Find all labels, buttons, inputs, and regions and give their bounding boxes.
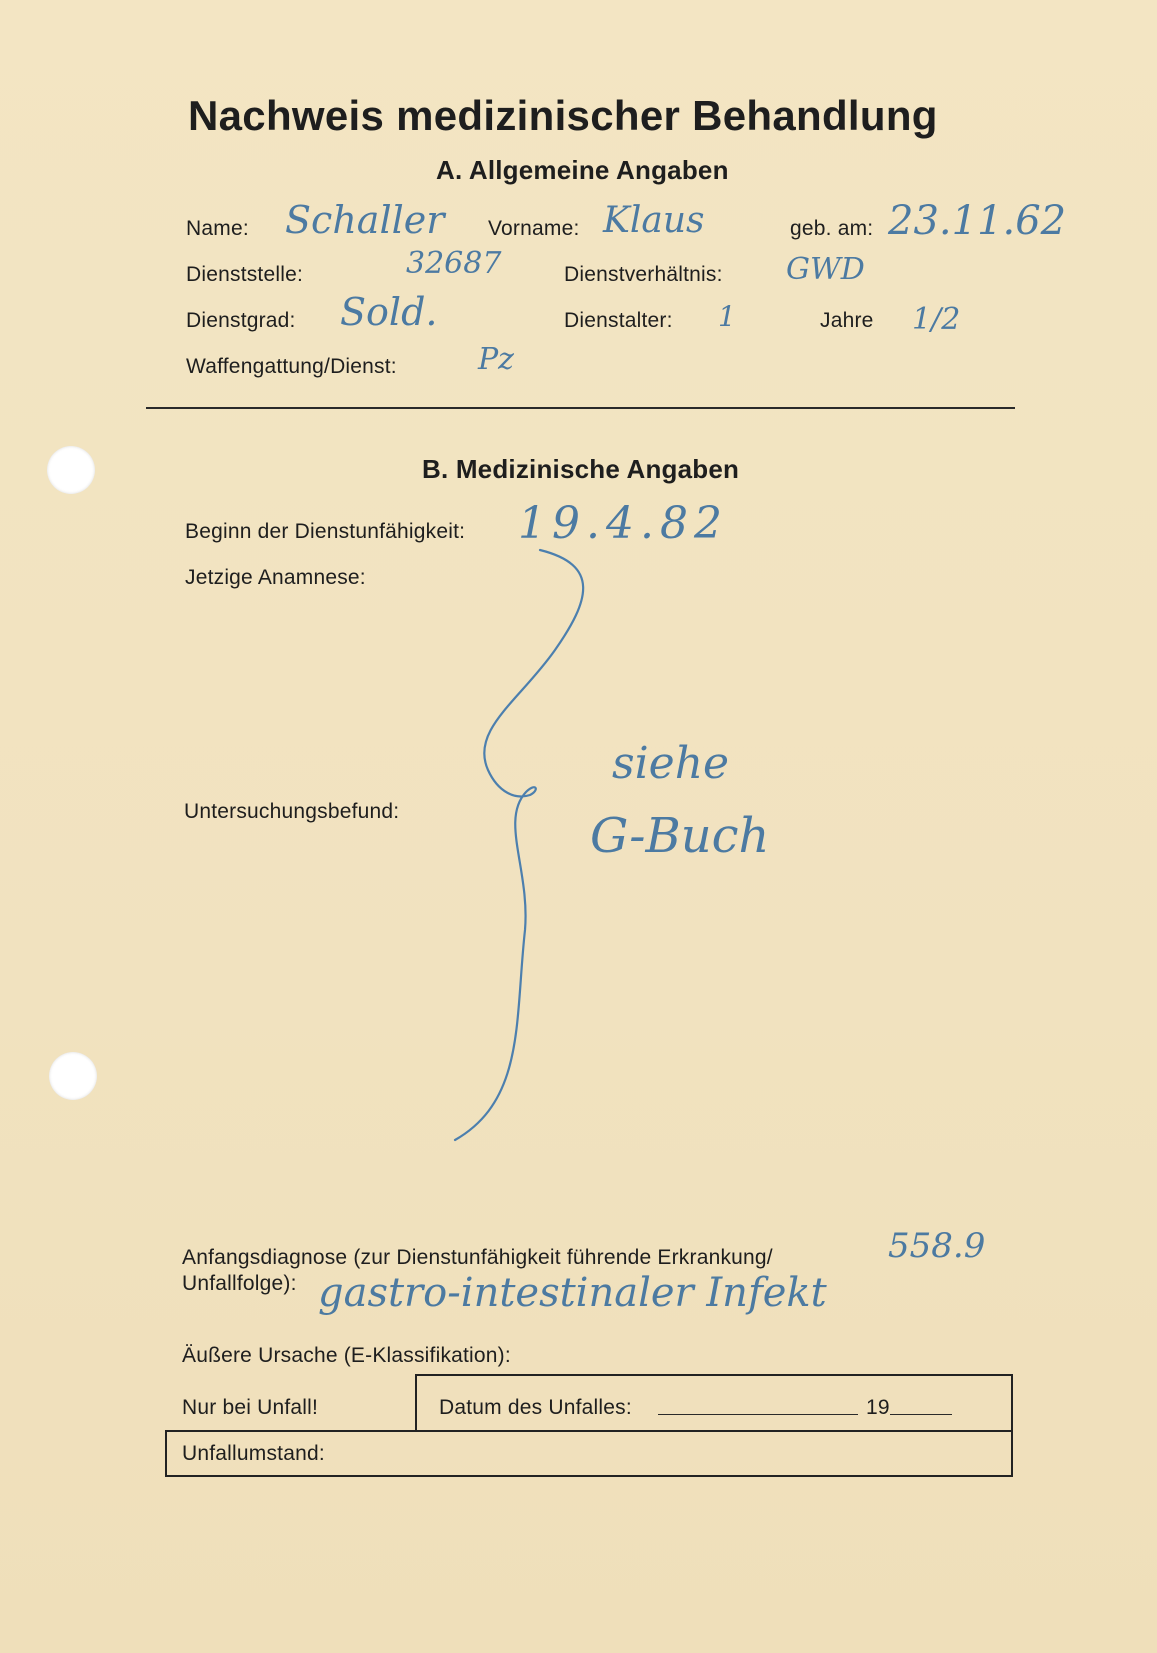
label-jahre: Jahre [820,309,874,332]
label-year-prefix: 19 [866,1396,890,1419]
value-dienstgrad: Sold. [340,290,438,334]
year-line [890,1414,952,1415]
value-beginn: 19.4.82 [518,498,728,549]
value-dienstalter: 1 [718,300,736,333]
value-dienstverhaeltnis: GWD [786,252,865,287]
label-geb-am: geb. am: [790,217,874,240]
label-aeussere-ursache: Äußere Ursache (E-Klassifikation): [182,1344,511,1367]
value-waffengattung: Pz [478,342,514,377]
label-beginn: Beginn der Dienstunfähigkeit: [185,520,466,543]
label-dienstgrad: Dienstgrad: [186,309,296,332]
section-b-heading: B. Medizinische Angaben [422,454,740,484]
label-befund: Untersuchungsbefund: [184,800,400,823]
datum-line [658,1414,858,1415]
value-vorname: Klaus [603,200,705,241]
label-anfangsdiagnose-1: Anfangsdiagnose (zur Dienstunfähigkeit führende Erkrankung/ [182,1246,773,1269]
value-geb-am: 23.11.62 [888,198,1067,244]
form-title: Nachweis medizinischer Behandlung [188,92,938,139]
label-dienstalter: Dienstalter: [564,309,673,332]
value-diagnose: gastro-intestinaler Infekt [318,1270,827,1316]
label-anamnese: Jetzige Anamnese: [185,566,366,589]
label-unfallumstand: Unfallumstand: [182,1442,325,1465]
value-jahre: 1/2 [912,302,961,337]
label-anfangsdiagnose-2: Unfallfolge): [182,1272,297,1295]
label-vorname: Vorname: [488,217,580,240]
value-befund-note-1: siehe [612,738,730,789]
label-datum-unfall: Datum des Unfalles: [439,1396,632,1419]
punch-hole-top [47,446,95,494]
value-befund-note-2: G-Buch [590,808,770,864]
value-diagnose-code: 558.9 [888,1226,986,1266]
section-a-heading: A. Allgemeine Angaben [436,155,729,185]
value-dienststelle: 32687 [406,246,502,281]
label-dienststelle: Dienststelle: [186,263,303,286]
value-name: Schaller [285,198,445,242]
label-dienstverhaeltnis: Dienstverhältnis: [564,263,723,286]
punch-hole-bottom [49,1052,97,1100]
label-waffengattung: Waffengattung/Dienst: [186,355,397,378]
section-divider [146,407,1015,409]
label-nur-bei-unfall: Nur bei Unfall! [182,1396,319,1419]
label-name: Name: [186,217,249,240]
